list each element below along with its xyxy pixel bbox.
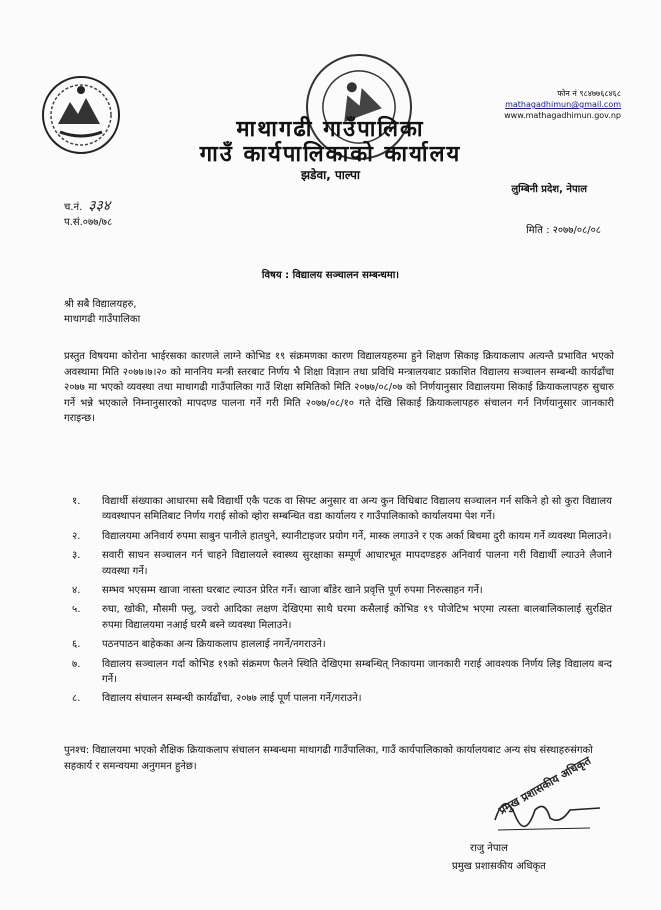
item-number: २. xyxy=(72,530,81,542)
list-item xyxy=(72,691,612,706)
item-number: ६. xyxy=(72,639,81,651)
list-item xyxy=(72,602,612,633)
signatory-title: प्रमुख प्रशासकीय अधिकृत xyxy=(452,861,546,872)
dispatch-value: ३३४ xyxy=(88,198,111,214)
item-number: ४. xyxy=(72,585,81,597)
postscript: पुनश्च: विद्यालयमा भएको शैक्षिक क्रियाकलाप संचालन सम्बन्धमा माथागढी गाउँपालिका, गाउँ कार्यपालिकाको कार्यालयबाट अन्य संघ संस्थाहरुसंगको सहकार्य र समन्वयमा अनुगमन हुनेछ। xyxy=(64,745,593,772)
item-number: ५. xyxy=(72,604,81,616)
list-item xyxy=(72,657,612,688)
item-text: विद्यालयमा अनिवार्य रुपमा साबुन पानीले हातधुने, स्यानीटाइजर प्रयोग गर्ने, मास्क लगाउने र एक अर्का बिचमा दुरी कायम गर्ने व्यवस्था मिलाउने। xyxy=(102,530,612,542)
item-text: सवारी साधन सञ्चालन गर्न चाहने विद्यालयले स्वास्थ्य सुरक्षाका सम्पूर्ण आधारभूत मापदण्डहरु अनिवार्य पालना गरी विद्यार्थी ल्याउने लैजाने व्यवस्था गर्ने। xyxy=(102,550,612,577)
list-item xyxy=(72,583,612,598)
list-item xyxy=(72,529,612,544)
dispatch-label: च.नं. xyxy=(64,202,83,213)
signatory-name: राजु नेपाल xyxy=(470,843,508,854)
subject-line: विषय : विद्यालय सञ्चालन सम्बन्धमा। xyxy=(261,270,400,281)
item-text: रुघा, खोकी, मौसमी फ्लु, ज्वरो आदिका लक्षण देखिएमा साथै घरमा कसैलाई कोभिड १९ पोजेटिभ भएमा त्यस्ता बालबालिकालाई सुरक्षित रुपमा विद्यालयमा नआई घरमै बस्ने व्यवस्था मिलाउने। xyxy=(102,604,612,631)
officer-stamp: प्रमुख प्रशासकीय अधिकृत xyxy=(496,753,594,818)
dispatch-number xyxy=(64,196,110,215)
item-number: १. xyxy=(72,496,81,507)
list-item xyxy=(72,494,612,525)
province: लुम्बिनी प्रदेश, नेपाल xyxy=(511,184,587,195)
item-text: विद्यार्थी संख्याका आधारमा सबै विद्यार्थी एकै पटक वा सिफ्ट अनुसार वा अन्य कुन विधिबाट विद्यालय सञ्चालन गर्न सकिने हो सो कुरा विद्यालय व्यवस्थापन समितिबाट निर्णय गराई सोको व्होरा सम्बन्धित वडा कार्यालय र गाउँपालिकाको कार्यालयमा पेश गर्ने। xyxy=(102,496,612,523)
letter-series: प.सं.०७७/७८ xyxy=(64,217,113,228)
org-location: झडेवा, पाल्पा xyxy=(300,168,360,182)
website-link[interactable]: www.mathagadhimun.gov.np xyxy=(504,111,621,120)
item-number: ३. xyxy=(72,550,81,562)
addressee-line2: माथागढी गाउँपालिका xyxy=(64,314,141,325)
phone-number: फोन नं ९८४७७६८४६८ xyxy=(557,89,621,98)
letter-date: मिति : २०७७/०८/०८ xyxy=(526,225,601,236)
item-text: विद्यालय संचालन सम्बन्धी कार्यढाँचा, २०७७ लाई पूर्ण पालना गर्ने/गराउने। xyxy=(102,693,362,705)
list-item xyxy=(72,548,612,579)
org-office: गाउँ कार्यपालिकाको कार्यालय xyxy=(199,142,462,167)
item-text: विद्यालय सञ्चालन गर्दा कोभिड १९को संक्रमण फैलने स्थिति देखिएमा सम्बन्धित् निकायमा जानकारी गराई आवश्यक निर्णय लिइ विद्यालय बन्द गर्ने। xyxy=(102,658,612,686)
item-text: सम्भव भएसम्म खाजा नास्ता घरबाट ल्याउन प्रेरित गर्ने। खाजा बाँडेर खाने प्रवृत्ति पूर्ण रुपमा निरुत्साहन गर्ने। xyxy=(102,585,483,597)
email-link[interactable]: mathagadhimun@gmail.com xyxy=(505,100,621,109)
org-name: माथागढी गाउँपालिका xyxy=(236,117,425,142)
list-item xyxy=(72,637,612,652)
item-text: पठनपाठन बाहेकका अन्य क्रियाकलाप हाललाई नगर्ने/नगराउने। xyxy=(102,639,326,651)
body-paragraph: प्रस्तुत विषयमा कोरोना भाईरसका कारणले लाग्ने कोभिड १९ संक्रमणका कारण विद्यालयहरुमा हुने शिक्षण सिकाइ क्रियाकलाप अत्यन्तै प्रभावित भएको अवस्थामा मिति २०७७।७।२० को माननिय मन्त्री स्तरबाट निर्णय भै शिक्षा विज्ञान तथा प्रविधि मन्त्रालयबाट प्रकाशित विद्यालय सञ्चालन सम्बन्धी कार्यढाँचा २०७७ मा भएको व्यवस्था तथा माथागढी गाउँपालिका गाउँ शिक्षा समितिको मिति २०७७/०८/०७ को निर्णयानुसार विद्यालयमा सिकाई क्रियाकलापहरु सुचारु गर्ने भन्ने भएकाले निम्नानुसारको मापदण्ड पालना गर्ने गरी मिति २०७७/०८/१० गते देखि सिकाई क्रियाकलापहरु संचालन गर्न निर्णयानुसार जानकारी गराइन्छ। xyxy=(64,351,614,425)
item-number: ८. xyxy=(72,693,81,705)
instruction-list xyxy=(72,494,612,711)
item-number: ७. xyxy=(72,658,81,670)
addressee-line1: श्री सबै विद्यालयहरु, xyxy=(64,299,137,310)
